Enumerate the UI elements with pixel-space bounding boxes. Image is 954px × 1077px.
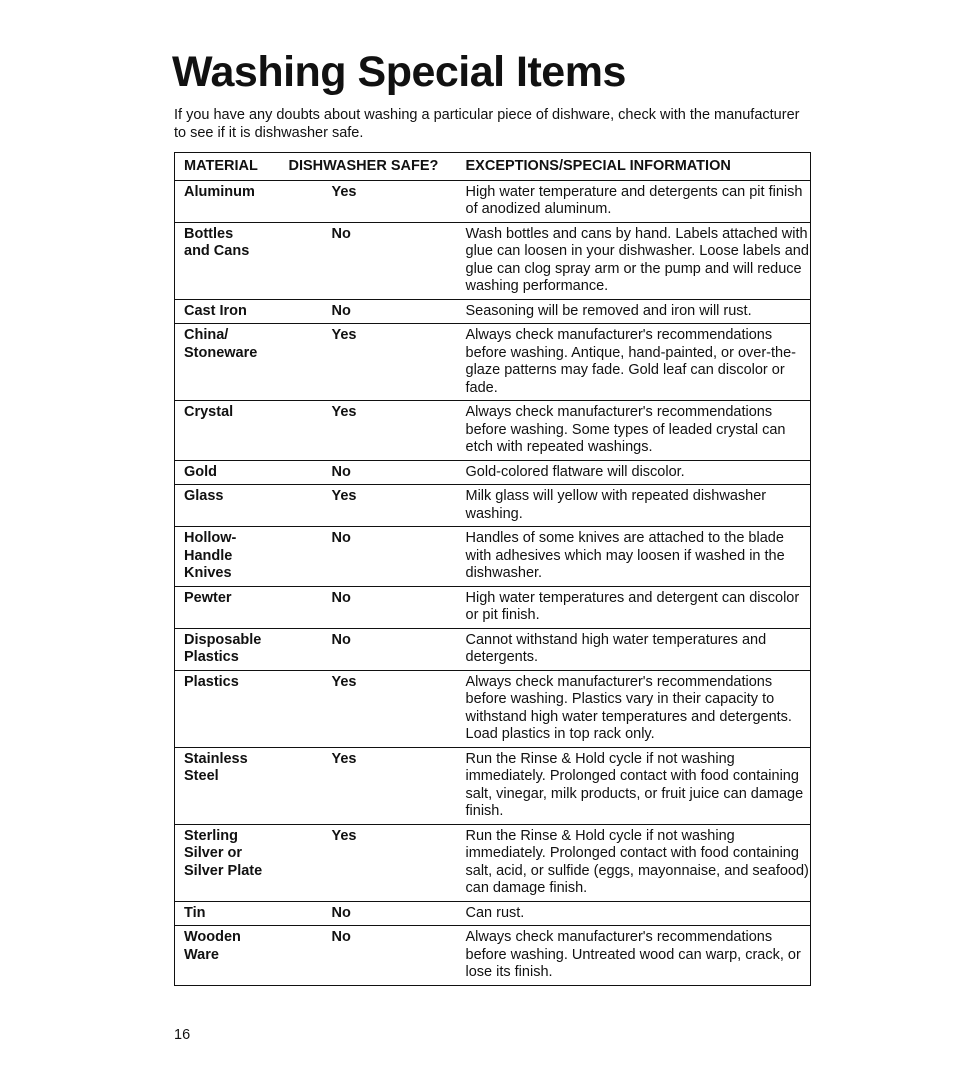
material-cell: Tin — [184, 904, 206, 921]
table-row — [175, 222, 811, 299]
special-info-cell: Gold-colored flatware will discolor. — [465, 463, 685, 480]
special-info-cell: Milk glass will yellow with repeated dishwasher washing. — [465, 488, 767, 522]
special-info-cell: Always check manufacturer's recommendations before washing. Plastics vary in their capacity to withstand high water temperatures and detergents. Load plastics in top rack only. — [465, 673, 792, 742]
table-row — [175, 460, 811, 485]
dishwasher-safe-cell: Yes — [331, 827, 357, 844]
material-cell: Plastics — [184, 673, 239, 690]
dishwasher-safe-cell: No — [331, 302, 351, 319]
material-cell: Bottles and Cans — [184, 225, 250, 259]
table-header-row — [175, 153, 811, 181]
table-row — [175, 901, 811, 926]
dishwasher-safe-cell: No — [331, 929, 351, 945]
table-row — [175, 926, 811, 986]
dishwasher-safe-cell: No — [331, 530, 351, 546]
page-number: 16 — [174, 1027, 191, 1043]
dishwasher-safe-cell: Yes — [331, 327, 357, 343]
table-row — [175, 401, 811, 461]
table-row — [175, 824, 811, 901]
dishwasher-safe-cell: No — [331, 589, 351, 606]
material-cell: Sterling Silver or Silver Plate — [184, 827, 263, 879]
table-row — [175, 527, 811, 587]
page-title: Washing Special Items — [172, 48, 626, 96]
material-cell: Wooden Ware — [184, 929, 241, 963]
material-cell: Crystal — [184, 404, 234, 420]
special-info-cell: High water temperature and detergents can pit finish of anodized aluminum. — [465, 183, 803, 217]
dishwasher-safe-cell: Yes — [331, 404, 357, 420]
table-row — [175, 670, 811, 747]
table-row — [175, 586, 811, 628]
special-info-cell: Run the Rinse & Hold cycle if not washing immediately. Prolonged contact with food containing salt, vinegar, milk products, or fruit juice can damage finish. — [465, 750, 804, 819]
dishwasher-safe-cell: Yes — [331, 673, 357, 690]
special-info-cell: Always check manufacturer's recommendations before washing. Antique, hand-painted, or over-the-glaze patterns may fade. Gold leaf can discolor or fade. — [465, 327, 796, 396]
intro-paragraph: If you have any doubts about washing a particular piece of dishware, check with the manufacturer to see if it is dishwasher safe. — [174, 107, 800, 141]
dishwasher-safe-cell: No — [331, 463, 351, 480]
material-cell: Pewter — [184, 589, 232, 606]
special-info-cell: Always check manufacturer's recommendations before washing. Some types of leaded crystal can etch with repeated washings. — [465, 404, 786, 455]
material-cell: Hollow- Handle Knives — [184, 530, 237, 581]
special-info-cell: Cannot withstand high water temperatures and detergents. — [465, 631, 767, 665]
dishwasher-safe-cell: Yes — [331, 750, 357, 767]
material-cell: Aluminum — [184, 183, 255, 200]
special-info-cell: Seasoning will be removed and iron will rust. — [465, 302, 752, 319]
dishwasher-safe-cell: No — [331, 904, 351, 921]
material-cell: China/ Stoneware — [184, 327, 258, 361]
special-info-cell: Can rust. — [465, 904, 525, 921]
material-cell: Cast Iron — [184, 302, 247, 319]
special-items-table — [174, 152, 811, 986]
table-row — [175, 324, 811, 401]
dishwasher-safe-cell: No — [331, 225, 351, 242]
table-row — [175, 180, 811, 222]
special-info-cell: Wash bottles and cans by hand. Labels attached with glue can loosen in your dishwasher. Loose labels and glue can clog spray arm or the pump and will reduce washing performance. — [465, 225, 809, 294]
table-row — [175, 485, 811, 527]
special-info-cell: Run the Rinse & Hold cycle if not washing immediately. Prolonged contact with food containing salt, acid, or sulfide (eggs, mayonnaise, and seafood) can damage finish. — [465, 827, 809, 896]
header-material: MATERIAL — [175, 153, 280, 181]
table-row — [175, 747, 811, 824]
dishwasher-safe-cell: No — [331, 631, 351, 648]
special-info-cell: Handles of some knives are attached to the blade with adhesives which may loosen if washed in the dishwasher. — [465, 530, 785, 581]
dishwasher-safe-cell: Yes — [331, 183, 357, 200]
special-info-cell: High water temperatures and detergent can discolor or pit finish. — [465, 589, 800, 623]
material-cell: Glass — [184, 488, 224, 504]
header-dishwasher-safe: DISHWASHER SAFE? — [280, 153, 457, 181]
table-row — [175, 628, 811, 670]
material-cell: Stainless Steel — [184, 750, 248, 784]
material-cell: Disposable Plastics — [184, 631, 262, 665]
header-exceptions: EXCEPTIONS/SPECIAL INFORMATION — [457, 153, 811, 181]
special-info-cell: Always check manufacturer's recommendations before washing. Untreated wood can warp, crack, or lose its finish. — [465, 929, 801, 980]
dishwasher-safe-cell: Yes — [331, 488, 357, 504]
table-row — [175, 299, 811, 324]
material-cell: Gold — [184, 463, 218, 480]
